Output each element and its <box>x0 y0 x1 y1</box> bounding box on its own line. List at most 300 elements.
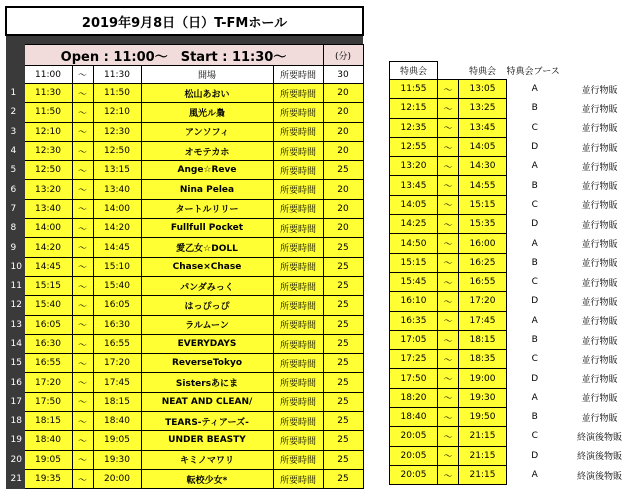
table-row <box>6 84 363 103</box>
tokuten-row <box>390 215 639 234</box>
performer-name: Ange☆Reve <box>141 161 273 180</box>
sale-type: 並行物販 <box>581 317 618 328</box>
row-number: 12 <box>6 296 24 315</box>
booth-letter: A <box>531 161 538 172</box>
row-number: 14 <box>6 334 24 353</box>
tokuten-end: 16:00 <box>459 234 507 253</box>
row-number: 19 <box>6 431 24 450</box>
tokuten-end: 21:15 <box>459 446 507 465</box>
end-time: 16:55 <box>93 334 141 353</box>
time-tilde: ～ <box>72 84 93 103</box>
performer-name: アンソフィ <box>141 122 273 141</box>
tokuten-tilde: ～ <box>438 272 459 291</box>
opening-tilde: ～ <box>72 66 93 84</box>
tokuten-row <box>390 311 639 330</box>
end-time: 17:20 <box>93 354 141 373</box>
performer-name: キミノマワリ <box>141 450 273 469</box>
time-tilde: ～ <box>72 431 93 450</box>
tokuten-tilde: ～ <box>438 408 459 427</box>
sale-type: 並行物販 <box>581 355 618 366</box>
opening-duration-label: 所要時間 <box>273 66 323 84</box>
duration-label: 所要時間 <box>273 161 323 180</box>
row-number: 1 <box>6 84 24 103</box>
duration-label: 所要時間 <box>273 296 323 315</box>
corner-cell <box>6 66 24 84</box>
divider-bar <box>6 35 363 45</box>
duration-minutes: 25 <box>323 412 363 431</box>
duration-minutes: 25 <box>323 392 363 411</box>
duration-label: 所要時間 <box>273 334 323 353</box>
duration-minutes: 25 <box>323 469 363 488</box>
table-row <box>6 431 363 450</box>
duration-minutes: 25 <box>323 315 363 334</box>
tokuten-row <box>390 388 639 407</box>
row-number: 17 <box>6 392 24 411</box>
sale-type: 並行物販 <box>581 85 618 96</box>
time-tilde: ～ <box>72 315 93 334</box>
duration-minutes: 25 <box>323 296 363 315</box>
tokuten-tilde: ～ <box>438 99 459 118</box>
duration-label: 所要時間 <box>273 373 323 392</box>
sale-type: 並行物販 <box>581 182 618 193</box>
tokuten-tilde: ～ <box>438 330 459 349</box>
duration-label: 所要時間 <box>273 276 323 295</box>
start-time: 14:45 <box>24 257 72 276</box>
booth-letter: C <box>531 354 538 365</box>
duration-label: 所要時間 <box>273 315 323 334</box>
end-time: 14:00 <box>93 199 141 218</box>
row-number: 2 <box>6 103 24 122</box>
tokuten-table <box>389 61 639 485</box>
start-time: 12:50 <box>24 161 72 180</box>
tokuten-tilde: ～ <box>438 234 459 253</box>
sale-type: 終演後物販 <box>576 432 622 443</box>
duration-label: 所要時間 <box>273 431 323 450</box>
duration-minutes: 25 <box>323 257 363 276</box>
performer-name: 転校少女* <box>141 469 273 488</box>
duration-label: 所要時間 <box>273 103 323 122</box>
end-time: 16:30 <box>93 315 141 334</box>
tokuten-end: 13:05 <box>459 80 507 99</box>
tokuten-tilde: ～ <box>438 80 459 99</box>
table-row <box>6 180 363 199</box>
booth-letter: A <box>531 315 538 326</box>
performer-name: EVERYDAYS <box>141 334 273 353</box>
booth-letter: A <box>531 392 538 403</box>
duration-label: 所要時間 <box>273 257 323 276</box>
row-number: 13 <box>6 315 24 334</box>
end-time: 11:50 <box>93 84 141 103</box>
performer-name: UNDER BEASTY <box>141 431 273 450</box>
duration-label: 所要時間 <box>273 141 323 160</box>
booth-letter: C <box>531 199 538 210</box>
time-tilde: ～ <box>72 276 93 295</box>
duration-minutes: 20 <box>323 122 363 141</box>
row-number: 4 <box>6 141 24 160</box>
end-time: 20:00 <box>93 469 141 488</box>
duration-label: 所要時間 <box>273 392 323 411</box>
table-row <box>6 276 363 295</box>
tokuten-row <box>390 118 639 137</box>
performer-name: NEAT AND CLEAN/ <box>141 392 273 411</box>
booth-letter: B <box>531 412 538 423</box>
table-row <box>6 103 363 122</box>
time-tilde: ～ <box>72 354 93 373</box>
tokuten-tilde: ～ <box>438 176 459 195</box>
row-number: 15 <box>6 354 24 373</box>
start-time: 13:20 <box>24 180 72 199</box>
tokuten-end: 14:55 <box>459 176 507 195</box>
booth-letter: A <box>531 470 538 481</box>
sale-type: 並行物販 <box>581 220 618 231</box>
performer-name: タートルリリー <box>141 199 273 218</box>
start-time: 18:40 <box>24 431 72 450</box>
duration-minutes: 20 <box>323 219 363 238</box>
performer-name: Sistersあにま <box>141 373 273 392</box>
end-time: 12:30 <box>93 122 141 141</box>
table-row <box>6 219 363 238</box>
tokuten-start: 17:50 <box>390 369 438 388</box>
start-time: 18:15 <box>24 412 72 431</box>
end-time: 18:40 <box>93 412 141 431</box>
end-time: 13:15 <box>93 161 141 180</box>
tokuten-end: 14:30 <box>459 157 507 176</box>
tokuten-start: 20:05 <box>390 427 438 446</box>
tokuten-start: 20:05 <box>390 446 438 465</box>
sale-type: 並行物販 <box>581 201 618 212</box>
end-time: 19:30 <box>93 450 141 469</box>
booth-header: 特典会ブース <box>506 67 560 77</box>
time-tilde: ～ <box>72 392 93 411</box>
tokuten-tilde: ～ <box>438 215 459 234</box>
tokuten-start: 17:05 <box>390 330 438 349</box>
tokuten-end: 21:15 <box>459 427 507 446</box>
duration-label: 所要時間 <box>273 122 323 141</box>
table-row <box>6 315 363 334</box>
tokuten-row <box>390 465 639 484</box>
tokuten-row <box>390 369 639 388</box>
row-number: 10 <box>6 257 24 276</box>
tokuten-end: 14:05 <box>459 137 507 156</box>
start-time: 19:35 <box>24 469 72 488</box>
performer-name: 愛乙女☆DOLL <box>141 238 273 257</box>
end-time: 15:40 <box>93 276 141 295</box>
time-tilde: ～ <box>72 334 93 353</box>
sale-type: 終演後物販 <box>576 452 622 463</box>
booth-letter: A <box>531 84 538 95</box>
tokuten-row <box>390 157 639 176</box>
tokuten-row <box>390 99 639 118</box>
sale-type: 並行物販 <box>581 297 618 308</box>
time-tilde: ～ <box>72 161 93 180</box>
duration-label: 所要時間 <box>273 180 323 199</box>
performer-name: ReverseTokyo <box>141 354 273 373</box>
time-tilde: ～ <box>72 412 93 431</box>
booth-letter: B <box>531 335 538 345</box>
row-number: 11 <box>6 276 24 295</box>
tokuten-end: 19:30 <box>459 388 507 407</box>
tokuten-start: 14:25 <box>390 215 438 234</box>
tokuten-end: 19:00 <box>459 369 507 388</box>
sale-type: 並行物販 <box>581 124 618 135</box>
page-title: 2019年9月8日（日）T-FMホール <box>6 7 363 35</box>
tokuten-start: 16:10 <box>390 292 438 311</box>
duration-minutes: 20 <box>323 84 363 103</box>
sale-type: 並行物販 <box>581 336 618 347</box>
duration-label: 所要時間 <box>273 219 323 238</box>
tokuten-end: 19:50 <box>459 408 507 427</box>
tokuten-start: 20:05 <box>390 465 438 484</box>
sale-type: 並行物販 <box>581 413 618 424</box>
end-time: 16:05 <box>93 296 141 315</box>
tokuten-row <box>390 292 639 311</box>
tokuten-row <box>390 234 639 253</box>
tokuten-start: 16:35 <box>390 311 438 330</box>
duration-label: 所要時間 <box>273 84 323 103</box>
opening-label: 開場 <box>141 66 273 84</box>
start-time: 11:30 <box>24 84 72 103</box>
tokuten-row <box>390 272 639 291</box>
schedule-table <box>5 6 364 489</box>
booth-letter: C <box>531 277 538 288</box>
table-row <box>6 373 363 392</box>
time-tilde: ～ <box>72 238 93 257</box>
tokuten-tilde: ～ <box>438 446 459 465</box>
table-row <box>6 334 363 353</box>
duration-label: 所要時間 <box>273 199 323 218</box>
booth-letter: C <box>531 431 538 442</box>
duration-minutes: 25 <box>323 354 363 373</box>
tokuten-tilde: ～ <box>438 137 459 156</box>
tokuten-row <box>390 330 639 349</box>
tokuten-end: 21:15 <box>459 465 507 484</box>
start-time: 17:50 <box>24 392 72 411</box>
performer-name: パンダみっく <box>141 276 273 295</box>
performer-name: 松山あおい <box>141 84 273 103</box>
tokuten-end: 16:55 <box>459 272 507 291</box>
table-row <box>6 469 363 488</box>
timetable-left <box>5 6 364 489</box>
duration-minutes: 25 <box>323 276 363 295</box>
opening-end: 11:30 <box>93 66 141 84</box>
tokuten-start: 17:25 <box>390 350 438 369</box>
tokuten-tilde: ～ <box>438 350 459 369</box>
tokuten-row <box>390 80 639 99</box>
tokuten-start: 18:20 <box>390 388 438 407</box>
time-tilde: ～ <box>72 450 93 469</box>
tokuten-row <box>390 427 639 446</box>
end-time: 12:10 <box>93 103 141 122</box>
end-time: 14:20 <box>93 219 141 238</box>
tokuten-row <box>390 408 639 427</box>
corner-cell <box>6 45 24 66</box>
row-number: 7 <box>6 199 24 218</box>
performer-name: オモテカホ <box>141 141 273 160</box>
booth-letter: B <box>531 257 538 268</box>
time-tilde: ～ <box>72 469 93 488</box>
time-tilde: ～ <box>72 219 93 238</box>
performer-name: はっぴっぴ <box>141 296 273 315</box>
sale-type: 並行物販 <box>581 240 618 251</box>
table-row <box>6 257 363 276</box>
duration-minutes: 20 <box>323 103 363 122</box>
row-number: 6 <box>6 180 24 199</box>
duration-minutes: 25 <box>323 161 363 180</box>
start-time: 17:20 <box>24 373 72 392</box>
opening-start: 11:00 <box>24 66 72 84</box>
row-number: 20 <box>6 450 24 469</box>
tokuten-start: 15:15 <box>390 253 438 272</box>
tokuten-tilde: ～ <box>438 292 459 311</box>
start-time: 13:40 <box>24 199 72 218</box>
tokuten-end: 13:45 <box>459 118 507 137</box>
duration-minutes: 25 <box>323 450 363 469</box>
tokuten-start: 15:45 <box>390 272 438 291</box>
row-number: 18 <box>6 412 24 431</box>
end-time: 18:15 <box>93 392 141 411</box>
tokuten-start: 14:50 <box>390 234 438 253</box>
sale-type: 並行物販 <box>581 375 618 386</box>
tokuten-tilde: ～ <box>438 427 459 446</box>
tokuten-tilde: ～ <box>438 195 459 214</box>
start-time: 15:40 <box>24 296 72 315</box>
tokuten-start: 18:40 <box>390 408 438 427</box>
table-row <box>6 238 363 257</box>
end-time: 14:45 <box>93 238 141 257</box>
tokuten-end: 18:15 <box>459 330 507 349</box>
start-time: 15:15 <box>24 276 72 295</box>
time-tilde: ～ <box>72 373 93 392</box>
booth-letter: D <box>531 142 539 153</box>
start-time: 16:05 <box>24 315 72 334</box>
tokuten-tilde: ～ <box>438 157 459 176</box>
duration-label: 所要時間 <box>273 450 323 469</box>
tokuten-tilde: ～ <box>438 118 459 137</box>
booth-letter: D <box>531 373 539 384</box>
duration-minutes: 20 <box>323 141 363 160</box>
start-time: 16:30 <box>24 334 72 353</box>
tokuten-start: 13:20 <box>390 157 438 176</box>
tokuten-row <box>390 195 639 214</box>
duration-minutes: 25 <box>323 334 363 353</box>
end-time: 15:10 <box>93 257 141 276</box>
tokuten-tilde: ～ <box>438 465 459 484</box>
performer-name: Fullfull Pocket <box>141 219 273 238</box>
start-time: 11:50 <box>24 103 72 122</box>
tokuten-header: 特典会 <box>390 62 438 80</box>
opening-duration: 30 <box>323 66 363 84</box>
spacer <box>438 62 459 80</box>
duration-minutes: 20 <box>323 180 363 199</box>
time-tilde: ～ <box>72 296 93 315</box>
tokuten-end: 18:35 <box>459 350 507 369</box>
sale-type: 並行物販 <box>581 143 618 154</box>
tokuten-row <box>390 350 639 369</box>
performer-name: Nina Pelea <box>141 180 273 199</box>
start-time: 16:55 <box>24 354 72 373</box>
booth-letter: A <box>531 238 538 249</box>
booth-letter: B <box>531 180 538 191</box>
start-time: 19:05 <box>24 450 72 469</box>
row-number: 5 <box>6 161 24 180</box>
tokuten-tilde: ～ <box>438 311 459 330</box>
table-row <box>6 392 363 411</box>
row-number: 3 <box>6 122 24 141</box>
performer-name: Chase×Chase <box>141 257 273 276</box>
tokuten-end: 15:35 <box>459 215 507 234</box>
table-row <box>6 199 363 218</box>
tokuten-table-wrap <box>389 61 639 485</box>
tokuten-row <box>390 176 639 195</box>
tokuten-tilde: ～ <box>438 388 459 407</box>
tokuten-end: 13:25 <box>459 99 507 118</box>
tokuten-start: 11:55 <box>390 80 438 99</box>
tokuten-start: 12:35 <box>390 118 438 137</box>
row-number: 16 <box>6 373 24 392</box>
table-row <box>6 450 363 469</box>
table-row <box>6 354 363 373</box>
tokuten-tilde: ～ <box>438 253 459 272</box>
performer-name: 風光ル梟 <box>141 103 273 122</box>
end-time: 17:45 <box>93 373 141 392</box>
open-start-text: Open : 11:00～ Start : 11:30～ <box>24 45 323 66</box>
time-tilde: ～ <box>72 180 93 199</box>
tokuten-end: 15:15 <box>459 195 507 214</box>
tokuten-header-2: 特典会 <box>468 66 496 77</box>
sale-type: 終演後物販 <box>576 471 622 482</box>
duration-minutes: 25 <box>323 373 363 392</box>
row-number: 21 <box>6 469 24 488</box>
booth-letter: D <box>531 296 539 307</box>
sale-type: 並行物販 <box>581 104 618 115</box>
duration-label: 所要時間 <box>273 354 323 373</box>
end-time: 13:40 <box>93 180 141 199</box>
performer-name: TEARS-ティアーズ- <box>141 412 273 431</box>
table-row <box>6 296 363 315</box>
duration-label: 所要時間 <box>273 238 323 257</box>
booth-letter: D <box>531 219 539 230</box>
duration-label: 所要時間 <box>273 469 323 488</box>
tokuten-start: 12:55 <box>390 137 438 156</box>
tokuten-start: 13:45 <box>390 176 438 195</box>
tokuten-tilde: ～ <box>438 369 459 388</box>
duration-minutes: 25 <box>323 238 363 257</box>
start-time: 14:00 <box>24 219 72 238</box>
duration-label: 所要時間 <box>273 412 323 431</box>
time-tilde: ～ <box>72 257 93 276</box>
row-number: 8 <box>6 219 24 238</box>
sale-type: 並行物販 <box>581 278 618 289</box>
table-row <box>6 141 363 160</box>
start-time: 14:20 <box>24 238 72 257</box>
table-row <box>6 161 363 180</box>
time-tilde: ～ <box>72 199 93 218</box>
start-time: 12:30 <box>24 141 72 160</box>
booth-letter: D <box>531 450 539 461</box>
tokuten-end: 16:25 <box>459 253 507 272</box>
tokuten-end: 17:45 <box>459 311 507 330</box>
minutes-unit: (分) <box>323 45 363 66</box>
time-tilde: ～ <box>72 141 93 160</box>
tokuten-row <box>390 253 639 272</box>
sale-type: 並行物販 <box>581 259 618 270</box>
performer-name: ラルムーン <box>141 315 273 334</box>
booth-letter: C <box>531 122 538 133</box>
duration-minutes: 20 <box>323 199 363 218</box>
tokuten-row <box>390 137 639 156</box>
start-time: 12:10 <box>24 122 72 141</box>
tokuten-end: 17:20 <box>459 292 507 311</box>
